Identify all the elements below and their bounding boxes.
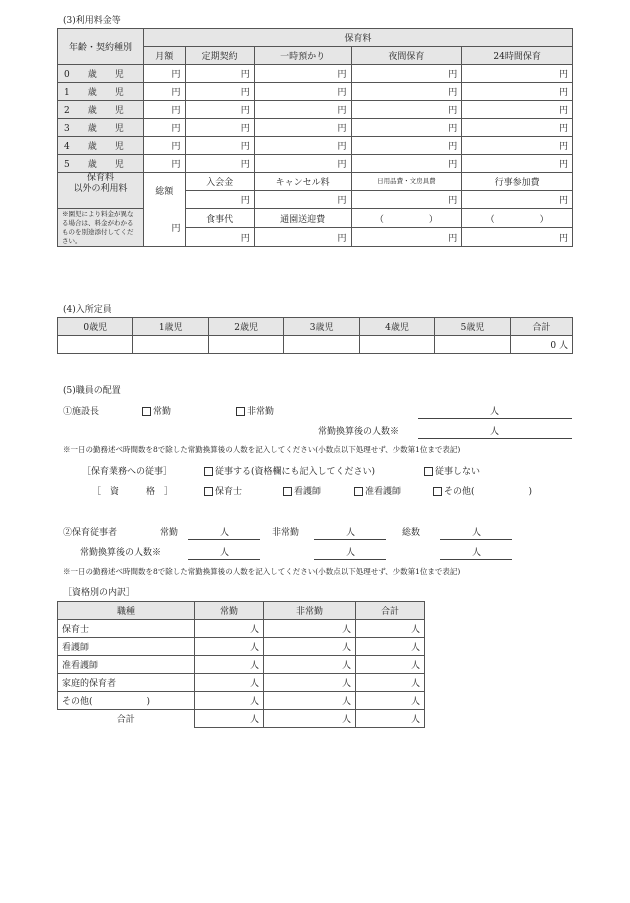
breakdown-row — [58, 638, 425, 656]
breakdown-job-label: その他( ) — [58, 692, 195, 710]
breakdown-cell[interactable]: 人 — [195, 656, 264, 674]
capacity-col-header: 4歳児 — [359, 318, 434, 336]
qualification-label: ［ 資 格 ］ — [92, 487, 174, 497]
breakdown-cell[interactable]: 人 — [264, 692, 356, 710]
director-parttime-option[interactable]: 非常勤 — [236, 404, 274, 417]
qual-assoc-nurse-option[interactable]: 准看護師 — [354, 484, 401, 497]
fee-cell[interactable]: 円 — [144, 83, 186, 101]
total-label: 総額 — [144, 173, 186, 209]
breakdown-table — [57, 601, 425, 728]
breakdown-job-label: 看護師 — [58, 638, 195, 656]
item-meal-fee: 食事代 — [185, 209, 254, 228]
transport-fee-value[interactable]: 円 — [254, 228, 351, 247]
director-count-unit: 人 — [490, 407, 500, 417]
staff-total-label: 総数 — [402, 528, 421, 538]
fee-row — [58, 65, 573, 83]
supplies-fee-value[interactable]: 円 — [351, 191, 462, 209]
fee-cell[interactable]: 円 — [462, 119, 573, 137]
group-header: 保育料 — [144, 29, 573, 47]
breakdown-cell[interactable]: 人 — [264, 620, 356, 638]
row-header: 年齢・契約種別 — [58, 29, 144, 65]
breakdown-cell[interactable]: 人 — [355, 620, 424, 638]
director-fulltime-option[interactable]: 常勤 — [142, 404, 171, 417]
capacity-cell[interactable] — [133, 336, 208, 354]
fee-col-header: 月額 — [144, 47, 186, 65]
staff-parttime-label: 非常勤 — [272, 528, 300, 538]
breakdown-row — [58, 692, 425, 710]
other-fees-title-2: 以外の利用料 — [73, 184, 128, 194]
fee-cell[interactable]: 円 — [144, 119, 186, 137]
fee-cell[interactable]: 円 — [254, 119, 351, 137]
capacity-col-header: 3歳児 — [284, 318, 359, 336]
breakdown-total-label: 合計 — [58, 710, 195, 728]
duty-no-option[interactable]: 従事しない — [424, 464, 480, 477]
capacity-col-header: 0歳児 — [58, 318, 133, 336]
breakdown-row — [58, 620, 425, 638]
fee-col-header: 24時間保育 — [462, 47, 573, 65]
checkbox-icon[interactable] — [424, 467, 433, 476]
age-label: 4 歳 児 — [58, 137, 144, 155]
checkbox-icon[interactable] — [354, 487, 363, 496]
fee-cell[interactable]: 円 — [185, 119, 254, 137]
fte-note-1: ※一日の勤務述べ時間数を8で除した常勤換算後の人数を記入してください(小数点以下処理せず、少数第1位まで表記) — [63, 445, 461, 454]
section3-title: (3)利用料金等 — [63, 16, 121, 26]
other-fees-title-1: 保育料 — [86, 173, 114, 183]
capacity-col-header: 2歳児 — [208, 318, 283, 336]
age-label: 1 歳 児 — [58, 83, 144, 101]
fee-row — [58, 137, 573, 155]
fee-row — [58, 155, 573, 173]
qual-childcare-option[interactable]: 保育士 — [204, 484, 242, 497]
fee-cell[interactable]: 円 — [462, 83, 573, 101]
fee-cell[interactable]: 円 — [185, 83, 254, 101]
capacity-cell[interactable] — [359, 336, 434, 354]
breakdown-cell[interactable]: 人 — [195, 620, 264, 638]
staff-fte-total-unit: 人 — [472, 548, 482, 558]
fee-cell[interactable]: 円 — [185, 155, 254, 173]
staff-fte-parttime-unit: 人 — [346, 548, 356, 558]
fee-cell[interactable]: 円 — [254, 83, 351, 101]
breakdown-col-header: 合計 — [355, 602, 424, 620]
breakdown-cell[interactable]: 人 — [195, 692, 264, 710]
capacity-cell[interactable] — [284, 336, 359, 354]
section5-title: (5)職員の配置 — [63, 386, 121, 396]
item-supplies-fee: 日用品費・文房具費 — [351, 173, 462, 191]
breakdown-row — [58, 656, 425, 674]
breakdown-title: ［資格別の内訳］ — [63, 588, 136, 598]
checkbox-icon[interactable] — [236, 407, 245, 416]
capacity-col-header: 5歳児 — [435, 318, 510, 336]
fee-cell[interactable]: 円 — [185, 137, 254, 155]
breakdown-cell[interactable]: 人 — [355, 656, 424, 674]
fee-cell[interactable]: 円 — [185, 65, 254, 83]
fee-cell[interactable]: 円 — [351, 65, 462, 83]
total-value[interactable]: 円 — [144, 209, 186, 247]
breakdown-total-full[interactable]: 人 — [195, 710, 264, 728]
checkbox-icon[interactable] — [204, 487, 213, 496]
breakdown-cell[interactable]: 人 — [264, 656, 356, 674]
staff-fte-fulltime-unit: 人 — [220, 548, 230, 558]
fee-cell[interactable]: 円 — [462, 137, 573, 155]
fee-cell[interactable]: 円 — [144, 137, 186, 155]
capacity-cell[interactable] — [208, 336, 283, 354]
breakdown-job-label: 准看護師 — [58, 656, 195, 674]
item-event-fee: 行事参加費 — [462, 173, 573, 191]
breakdown-cell[interactable]: 人 — [264, 638, 356, 656]
fee-cell[interactable]: 円 — [462, 155, 573, 173]
other-2-value[interactable]: 円 — [462, 228, 573, 247]
capacity-cell[interactable] — [435, 336, 510, 354]
breakdown-col-header: 常勤 — [195, 602, 264, 620]
qual-nurse-option[interactable]: 看護師 — [283, 484, 321, 497]
fee-col-header: 一時預かり — [254, 47, 351, 65]
fee-cell[interactable]: 円 — [254, 137, 351, 155]
staff-fulltime-unit: 人 — [220, 528, 230, 538]
fee-cell[interactable]: 円 — [144, 101, 186, 119]
fee-row — [58, 119, 573, 137]
fee-row — [58, 101, 573, 119]
breakdown-total-part[interactable]: 人 — [264, 710, 356, 728]
checkbox-icon[interactable] — [283, 487, 292, 496]
breakdown-cell[interactable]: 人 — [195, 674, 264, 692]
item-entry-fee: 入会金 — [185, 173, 254, 191]
age-label: 3 歳 児 — [58, 119, 144, 137]
entry-fee-value[interactable]: 円 — [185, 191, 254, 209]
event-fee-value[interactable]: 円 — [462, 191, 573, 209]
meal-fee-value[interactable]: 円 — [185, 228, 254, 247]
fee-cell[interactable]: 円 — [254, 155, 351, 173]
breakdown-col-header: 職種 — [58, 602, 195, 620]
fee-cell[interactable]: 円 — [351, 119, 462, 137]
director-label: ①施設長 — [63, 407, 100, 417]
age-label: 5 歳 児 — [58, 155, 144, 173]
fee-cell[interactable]: 円 — [462, 101, 573, 119]
section4-title: (4)入所定員 — [63, 305, 112, 315]
breakdown-cell[interactable]: 人 — [355, 674, 424, 692]
breakdown-job-label: 家庭的保育者 — [58, 674, 195, 692]
checkbox-icon[interactable] — [204, 467, 213, 476]
breakdown-cell[interactable]: 人 — [195, 638, 264, 656]
breakdown-row — [58, 674, 425, 692]
fee-cell[interactable]: 円 — [351, 83, 462, 101]
fee-col-header: 夜間保育 — [351, 47, 462, 65]
cancel-fee-value[interactable]: 円 — [254, 191, 351, 209]
breakdown-cell[interactable]: 人 — [355, 638, 424, 656]
fee-cell[interactable]: 円 — [351, 155, 462, 173]
fee-row — [58, 83, 573, 101]
fee-table — [57, 28, 573, 247]
fte-note-2: ※一日の勤務述べ時間数を8で除した常勤換算後の人数を記入してください(小数点以下処理せず、少数第1位まで表記) — [63, 567, 461, 576]
fee-cell[interactable]: 円 — [254, 65, 351, 83]
fee-cell[interactable]: 円 — [144, 155, 186, 173]
item-transport-fee: 通園送迎費 — [254, 209, 351, 228]
fee-cell[interactable]: 円 — [351, 137, 462, 155]
staff-total-unit: 人 — [472, 528, 482, 538]
duty-yes-option[interactable]: 従事する(資格欄にも記入してください) — [204, 464, 375, 477]
fee-cell[interactable]: 円 — [351, 101, 462, 119]
item-cancel-fee: キャンセル料 — [254, 173, 351, 191]
breakdown-cell[interactable]: 人 — [355, 692, 424, 710]
fee-cell[interactable]: 円 — [462, 65, 573, 83]
fee-cell[interactable]: 円 — [185, 101, 254, 119]
other-1-value[interactable]: 円 — [351, 228, 462, 247]
capacity-col-header: 合計 — [510, 318, 572, 336]
checkbox-icon[interactable] — [433, 487, 442, 496]
age-label: 2 歳 児 — [58, 101, 144, 119]
fee-col-header: 定期契約 — [185, 47, 254, 65]
director-fte-unit: 人 — [490, 427, 500, 437]
breakdown-job-label: 保育士 — [58, 620, 195, 638]
item-other-2[interactable]: （ ） — [462, 209, 573, 228]
breakdown-col-header: 非常勤 — [264, 602, 356, 620]
staff-fulltime-label: 常勤 — [160, 528, 179, 538]
item-other-1[interactable]: （ ） — [351, 209, 462, 228]
director-fte-label: 常勤換算後の人数※ — [318, 427, 400, 437]
other-fees-note: ※園児により料金が異なる場合は、料金がわかるものを別途添付してください。 — [58, 209, 144, 247]
staff-parttime-unit: 人 — [346, 528, 356, 538]
duty-label: ［保育業務への従事］ — [82, 467, 173, 477]
capacity-cell[interactable] — [58, 336, 133, 354]
capacity-col-header: 1歳児 — [133, 318, 208, 336]
age-label: 0 歳 児 — [58, 65, 144, 83]
staff-label: ②保育従事者 — [63, 528, 118, 538]
staff-fte-label: 常勤換算後の人数※ — [80, 548, 162, 558]
qual-other-option[interactable]: その他( ) — [433, 484, 532, 497]
checkbox-icon[interactable] — [142, 407, 151, 416]
fee-cell[interactable]: 円 — [254, 101, 351, 119]
breakdown-cell[interactable]: 人 — [264, 674, 356, 692]
capacity-cell[interactable]: 0 人 — [510, 336, 572, 354]
breakdown-total-sum[interactable]: 人 — [355, 710, 424, 728]
fee-cell[interactable]: 円 — [144, 65, 186, 83]
capacity-table — [57, 317, 573, 354]
